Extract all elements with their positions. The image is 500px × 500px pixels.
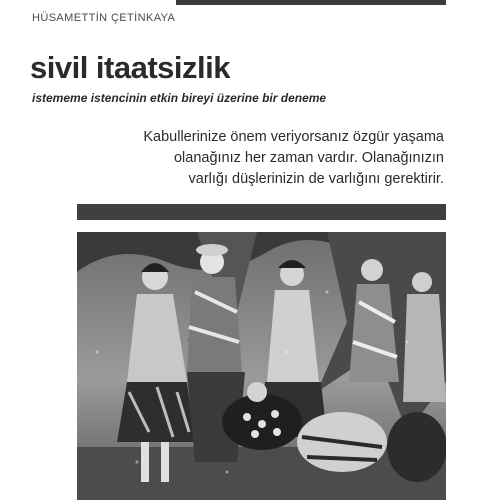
photo-illustration [77, 232, 446, 500]
theatre-photograph [77, 232, 446, 500]
header-bar [176, 0, 446, 5]
pull-quote-line: Kabullerinize önem veriyorsanız özgür yaşama [143, 129, 444, 145]
pull-quote [110, 127, 444, 190]
pull-quote-line: olanağınız her zaman vardır. Olanağınızın [173, 150, 444, 166]
article-subtitle: istememe istencinin etkin bireyi üzerine bir deneme [32, 91, 327, 105]
pull-quote-line: varlığı düşlerinizin de varlığını gerektirir. [188, 171, 444, 187]
author-name: HÜSAMETTİN ÇETİNKAYA [32, 12, 176, 24]
section-divider-bar [77, 204, 446, 220]
article-title: sivil itaatsizlik [30, 50, 230, 85]
